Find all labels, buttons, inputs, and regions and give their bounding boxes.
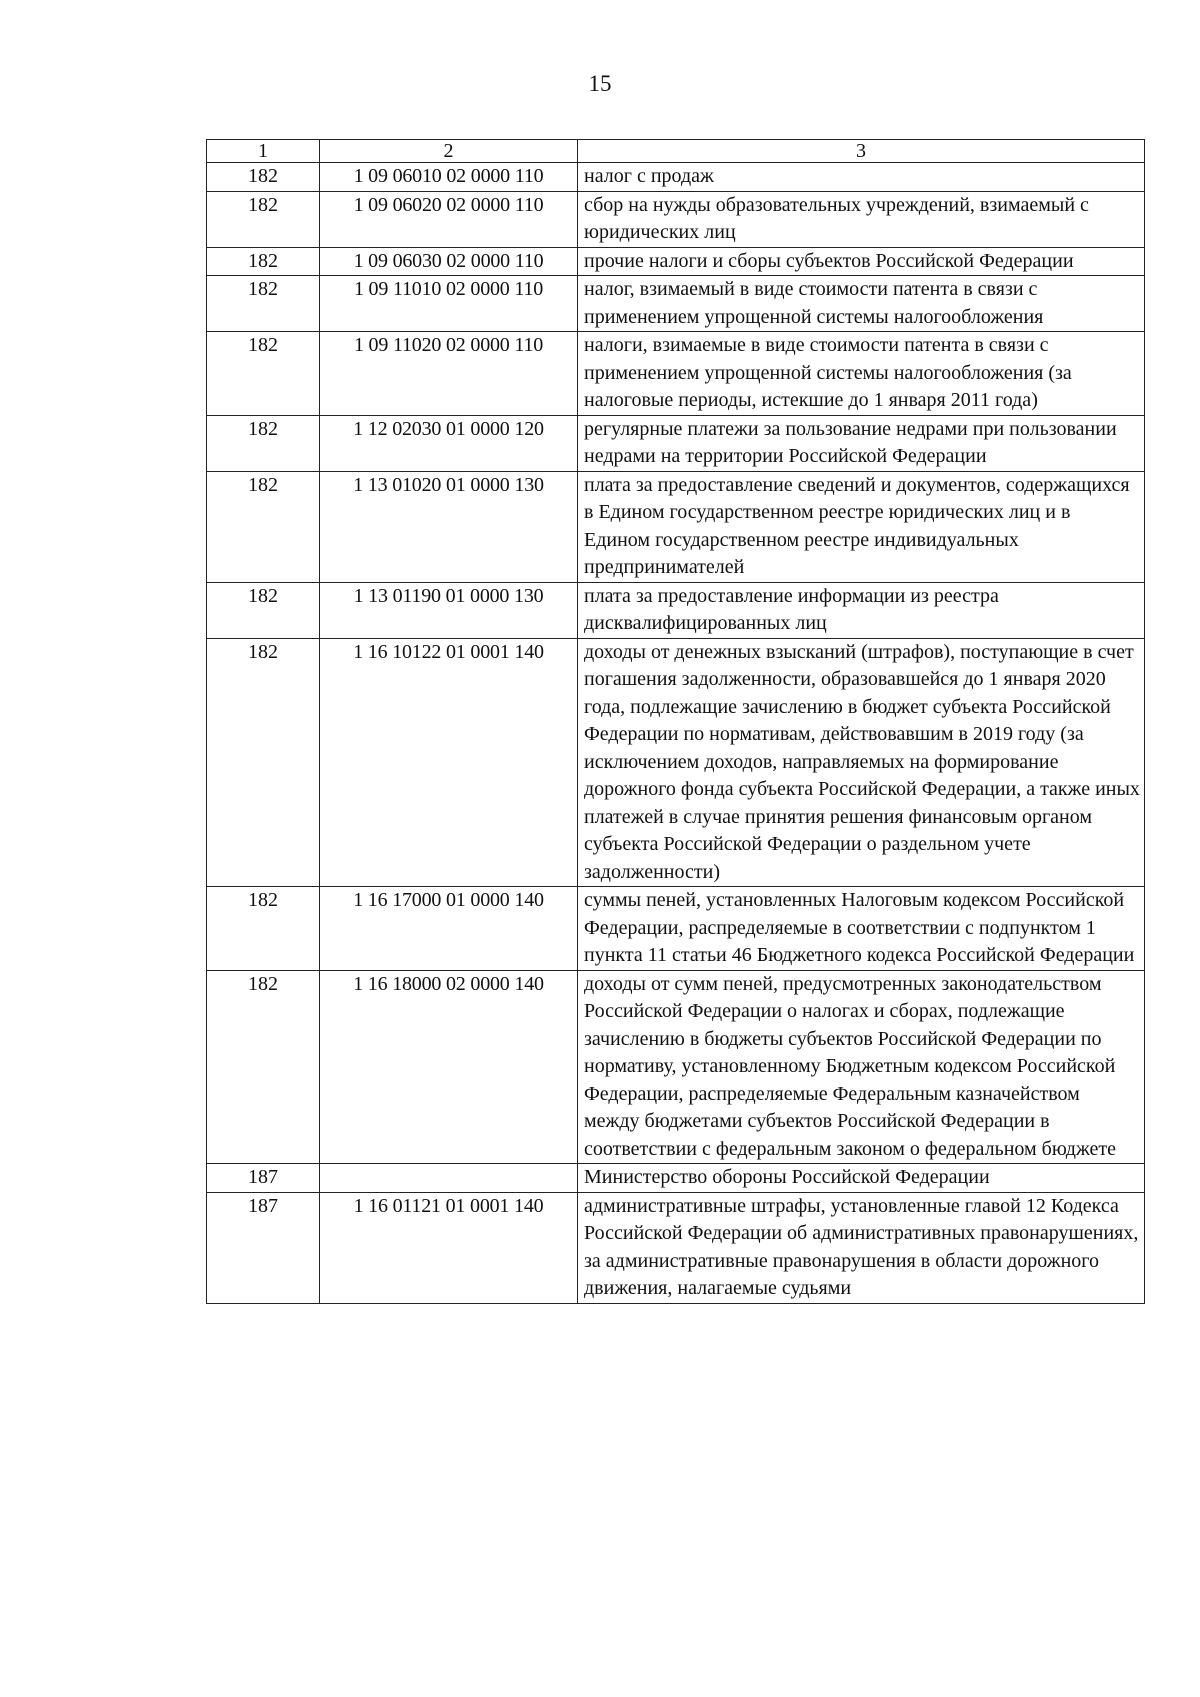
description-cell: плата за предоставление информации из реестра дисквалифицированных лиц [578,582,1145,638]
revenue-classification-table [206,139,1145,1304]
revenue-code-cell: 1 09 11020 02 0000 110 [320,332,578,416]
revenue-code-cell: 1 16 10122 01 0001 140 [320,638,578,887]
table-row [207,276,1145,332]
admin-code-cell: 182 [207,247,320,276]
revenue-code-cell: 1 16 17000 01 0000 140 [320,887,578,971]
table-row [207,582,1145,638]
description-cell: прочие налоги и сборы субъектов Российской Федерации [578,247,1145,276]
admin-code-cell: 182 [207,332,320,416]
admin-code-cell: 182 [207,970,320,1164]
table-row [207,191,1145,247]
description-cell: плата за предоставление сведений и документов, содержащихся в Едином государственном реестре юридических лиц и в Едином государственном реестре индивидуальных предпринимателей [578,471,1145,582]
table-row [207,970,1145,1164]
revenue-code-cell: 1 13 01020 01 0000 130 [320,471,578,582]
description-cell: налог, взимаемый в виде стоимости патента в связи с применением упрощенной системы налогообложения [578,276,1145,332]
revenue-code-cell: 1 09 11010 02 0000 110 [320,276,578,332]
revenue-code-cell: 1 16 18000 02 0000 140 [320,970,578,1164]
column-header-2: 2 [320,140,578,163]
description-cell: административные штрафы, установленные главой 12 Кодекса Российской Федерации об административных правонарушениях, за административные правонарушения в области дорожного движения, налагаемые судьями [578,1192,1145,1303]
column-header-3: 3 [578,140,1145,163]
table-row [207,163,1145,192]
table-row [207,247,1145,276]
table-row [207,887,1145,971]
description-cell: доходы от денежных взысканий (штрафов), поступающие в счет погашения задолженности, образовавшейся до 1 января 2020 года, подлежащие зачислению в бюджет субъекта Российской Федерации по нормативам, действовавшим в 2019 году (за исключением доходов, направляемых на формирование дорожного фонда субъекта Российской Федерации, а также иных платежей в случае принятия решения финансовым органом субъекта Российской Федерации о раздельном учете задолженности) [578,638,1145,887]
table-row [207,415,1145,471]
admin-code-cell: 182 [207,163,320,192]
header-row [207,140,1145,163]
revenue-code-cell: 1 09 06020 02 0000 110 [320,191,578,247]
admin-code-cell: 182 [207,887,320,971]
admin-code-cell: 187 [207,1164,320,1193]
table-row [207,1192,1145,1303]
revenue-code-cell: 1 13 01190 01 0000 130 [320,582,578,638]
admin-code-cell: 182 [207,638,320,887]
revenue-code-cell: 1 12 02030 01 0000 120 [320,415,578,471]
column-header-1: 1 [207,140,320,163]
admin-code-cell: 182 [207,582,320,638]
admin-code-cell: 187 [207,1192,320,1303]
description-cell: сбор на нужды образовательных учреждений, взимаемый с юридических лиц [578,191,1145,247]
admin-code-cell: 182 [207,471,320,582]
page-number: 15 [588,71,612,96]
table-row [207,332,1145,416]
description-cell: суммы пеней, установленных Налоговым кодексом Российской Федерации, распределяемые в соответствии с подпунктом 1 пункта 11 статьи 46 Бюджетного кодекса Российской Федерации [578,887,1145,971]
revenue-code-cell: 1 16 01121 01 0001 140 [320,1192,578,1303]
table-row [207,471,1145,582]
revenue-code-cell: 1 09 06010 02 0000 110 [320,163,578,192]
description-cell: налоги, взимаемые в виде стоимости патента в связи с применением упрощенной системы налогообложения (за налоговые периоды, истекшие до 1 января 2011 года) [578,332,1145,416]
description-cell: регулярные платежи за пользование недрами при пользовании недрами на территории Российской Федерации [578,415,1145,471]
admin-code-cell: 182 [207,276,320,332]
table-row [207,638,1145,887]
table-row [207,1164,1145,1193]
description-cell: налог с продаж [578,163,1145,192]
revenue-code-cell: 1 09 06030 02 0000 110 [320,247,578,276]
description-cell: Министерство обороны Российской Федерации [578,1164,1145,1193]
admin-code-cell: 182 [207,415,320,471]
revenue-code-cell [320,1164,578,1193]
admin-code-cell: 182 [207,191,320,247]
description-cell: доходы от сумм пеней, предусмотренных законодательством Российской Федерации о налогах и сборах, подлежащие зачислению в бюджеты субъектов Российской Федерации по нормативу, установленному Бюджетным кодексом Российской Федерации, распределяемые Федеральным казначейством между бюджетами субъектов Российской Федерации в соответствии с федеральным законом о федеральном бюджете [578,970,1145,1164]
